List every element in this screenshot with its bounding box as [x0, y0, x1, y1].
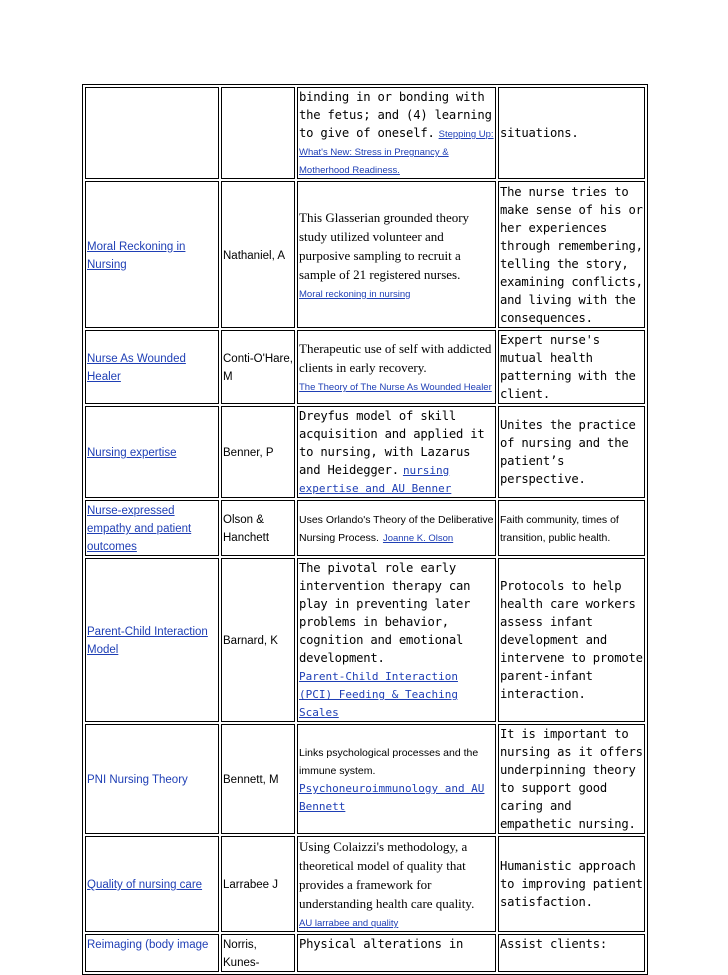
theory-name-cell [85, 500, 219, 556]
author-cell: Barnard, K [221, 558, 295, 722]
application-cell: Unites the practice of nursing and the patient’s perspective. [498, 406, 645, 498]
description-cell [297, 558, 496, 722]
author-cell: Bennett, M [221, 724, 295, 834]
description-cell [297, 330, 496, 404]
nursing-theories-table [82, 84, 648, 975]
reference-link[interactable]: Moral reckoning in nursing [299, 288, 411, 300]
theory-name-cell [85, 181, 219, 328]
theory-name-cell [85, 87, 219, 179]
description-text: Links psychological processes and the immune system. [299, 747, 479, 777]
description-text: Dreyfus model of skill acquisition and applied it to nursing, with Lazarus and Heidegger. [299, 409, 485, 477]
theory-name-link[interactable]: Nursing expertise [87, 447, 177, 459]
table-row [85, 87, 645, 179]
description-text: Using Colaizzi's methodology, a theoretical model of quality that provides a framework for understanding health care quality. [299, 839, 475, 911]
reference-link[interactable]: Joanne K. Olson [382, 533, 454, 544]
table-row [85, 934, 645, 972]
application-cell: Faith community, times of transition, public health. [498, 500, 645, 556]
theory-name-link[interactable]: Moral Reckoning in Nursing [87, 240, 186, 271]
description-text: Therapeutic use of self with addicted clients in early recovery. [299, 341, 492, 375]
table-row [85, 406, 645, 498]
theory-name-cell [85, 836, 219, 932]
description-text: binding in or bonding with the fetus; and (4) learning to give of oneself. [299, 90, 492, 140]
table-row [85, 558, 645, 722]
description-cell [297, 406, 496, 498]
theory-name-link[interactable]: Parent-Child Interaction Model [87, 626, 208, 656]
reference-link[interactable]: Parent-Child Interaction (PCI) Feeding & Teaching Scales [299, 670, 458, 719]
author-cell: Norris, Kunes- [221, 934, 295, 972]
reference-link[interactable]: nursing expertise and AU Benner [299, 464, 452, 495]
description-cell [297, 724, 496, 834]
table-row [85, 724, 645, 834]
reference-link[interactable]: Psychoneuroimmunology and AU Bennett [299, 782, 485, 813]
application-cell: Protocols to help health care workers assess infant development and intervene to promote parent-infant interaction. [498, 558, 645, 722]
application-cell: Humanistic approach to improving patient satisfaction. [498, 836, 645, 932]
author-cell: Benner, P [221, 406, 295, 498]
description-text: Uses Orlando's Theory of the Deliberative Nursing Process. [299, 514, 494, 544]
table-row [85, 330, 645, 404]
author-cell [221, 87, 295, 179]
table-row [85, 836, 645, 932]
reference-link[interactable]: The Theory of The Nurse As Wounded Healer [299, 382, 492, 393]
table-row [85, 500, 645, 556]
theory-name-cell [85, 558, 219, 722]
application-cell: It is important to nursing as it offers underpinning theory to support good caring and empathetic nursing. [498, 724, 645, 834]
reference-link[interactable]: Stepping Up: What's New: Stress in Pregnancy & Motherhood Readiness. [299, 129, 494, 176]
table-row [85, 181, 645, 328]
reference-link[interactable]: AU larrabee and quality [299, 918, 399, 929]
application-cell: The nurse tries to make sense of his or her experiences through remembering, telling the story, examining conflicts, and living with the consequences. [498, 181, 645, 328]
theory-name-cell [85, 406, 219, 498]
description-cell [297, 836, 496, 932]
description-cell [297, 181, 496, 328]
application-cell: Assist clients: [498, 934, 645, 972]
theory-name-link[interactable]: Quality of nursing care [87, 879, 203, 891]
theory-name-cell [85, 330, 219, 404]
description-text: Physical alterations in [299, 937, 464, 951]
description-text: This Glasserian grounded theory study utilized volunteer and purposive sampling to recruit a sample of 21 registered nurses. [299, 209, 470, 282]
description-text: The pivotal role early intervention therapy can play in preventing later problems in behavior, cognition and emotional development. [299, 561, 471, 665]
author-cell: Olson & Hanchett [221, 500, 295, 556]
description-cell [297, 500, 496, 556]
application-cell: situations. [498, 87, 645, 179]
author-cell: Larrabee J [221, 836, 295, 932]
author-cell: Nathaniel, A [221, 181, 295, 328]
theory-name-cell: Reimaging (body image [85, 934, 219, 972]
theory-name-link[interactable]: Nurse-expressed empathy and patient outcomes [87, 505, 192, 553]
description-cell [297, 87, 496, 179]
theory-name-cell: PNI Nursing Theory [85, 724, 219, 834]
theory-name-link[interactable]: Nurse As Wounded Healer [87, 353, 186, 383]
application-cell: Expert nurse's mutual health patterning with the client. [498, 330, 645, 404]
author-cell: Conti-O'Hare, M [221, 330, 295, 404]
description-cell [297, 934, 496, 972]
